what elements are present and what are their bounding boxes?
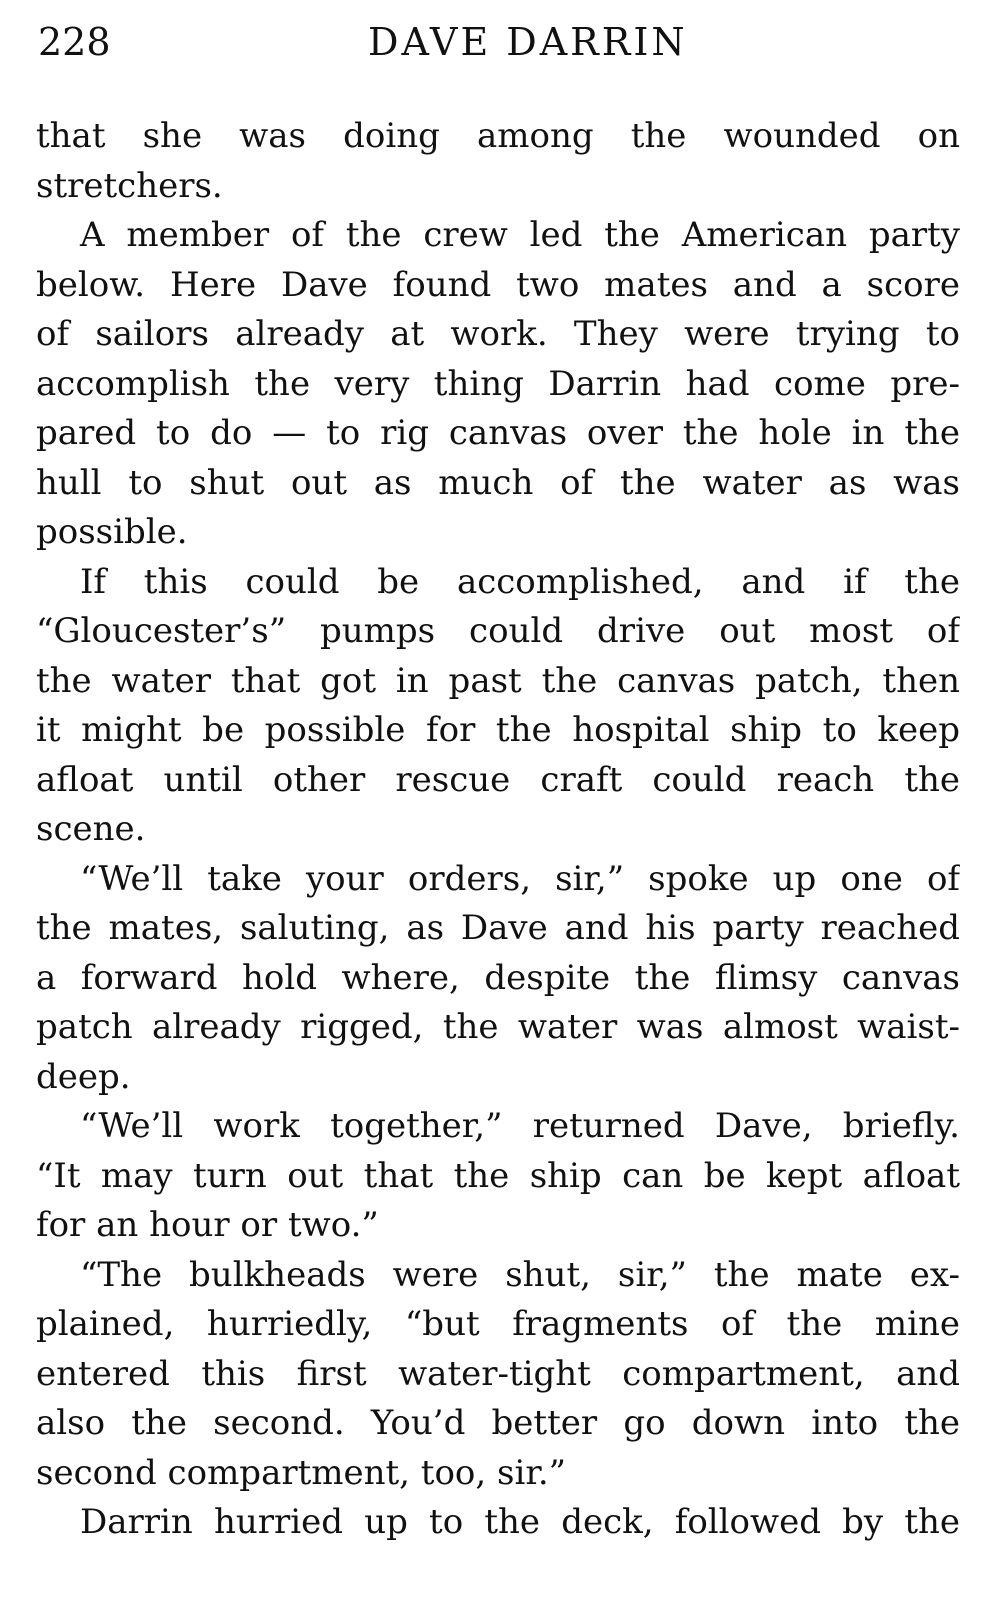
text-line: “We’ll work together,” returned Dave, briefly. [80, 1106, 960, 1146]
text-line: a forward hold where, despite the flimsy canvas [36, 957, 960, 998]
text-line: “Gloucester’s” pumps could drive out most of [36, 611, 960, 651]
text-line: plained, hurriedly, “but fragments of the mine [36, 1304, 960, 1344]
text-line: second compartment, too, sir.” [36, 1452, 567, 1493]
text-line: it might be possible for the hospital ship to keep [36, 710, 960, 750]
text-line: afloat until other rescue craft could reach the [36, 759, 960, 800]
text-line: for an hour or two.” [36, 1205, 379, 1245]
page-number: 228 [38, 20, 111, 64]
text-line: of sailors already at work. They were trying to [36, 314, 960, 354]
text-line: “We’ll take your orders, sir,” spoke up one of [80, 858, 960, 899]
text-line: deep. [36, 1056, 131, 1097]
text-line: Darrin hurried up to the deck, followed by the [80, 1502, 960, 1542]
body-text [36, 112, 960, 1548]
text-line: pared to do — to rig canvas over the hole in the [36, 413, 960, 453]
running-head [38, 14, 958, 70]
text-line: accomplish the very thing Darrin had come pre- [36, 363, 960, 404]
text-line: the water that got in past the canvas patch, then [36, 660, 960, 701]
text-line: possible. [36, 512, 188, 552]
text-line: below. Here Dave found two mates and a score [36, 264, 960, 305]
text-line: that she was doing among the wounded on [36, 116, 960, 156]
text-line: “It may turn out that the ship can be kept afloat [36, 1155, 960, 1196]
text-line: If this could be accomplished, and if the [80, 561, 960, 602]
text-line: stretchers. [36, 165, 223, 206]
text-line: A member of the crew led the American party [80, 215, 960, 255]
text-line: entered this first water-tight compartment, and [36, 1353, 960, 1394]
text-line: scene. [36, 809, 146, 849]
text-line: also the second. You’d better go down into the [36, 1403, 960, 1443]
running-title: DAVE DARRIN [368, 20, 688, 64]
text-line: the mates, saluting, as Dave and his party reached [36, 908, 960, 948]
text-line: hull to shut out as much of the water as was [36, 462, 960, 503]
text-line: patch already rigged, the water was almost waist- [36, 1007, 960, 1047]
text-line: “The bulkheads were shut, sir,” the mate ex- [80, 1254, 960, 1295]
